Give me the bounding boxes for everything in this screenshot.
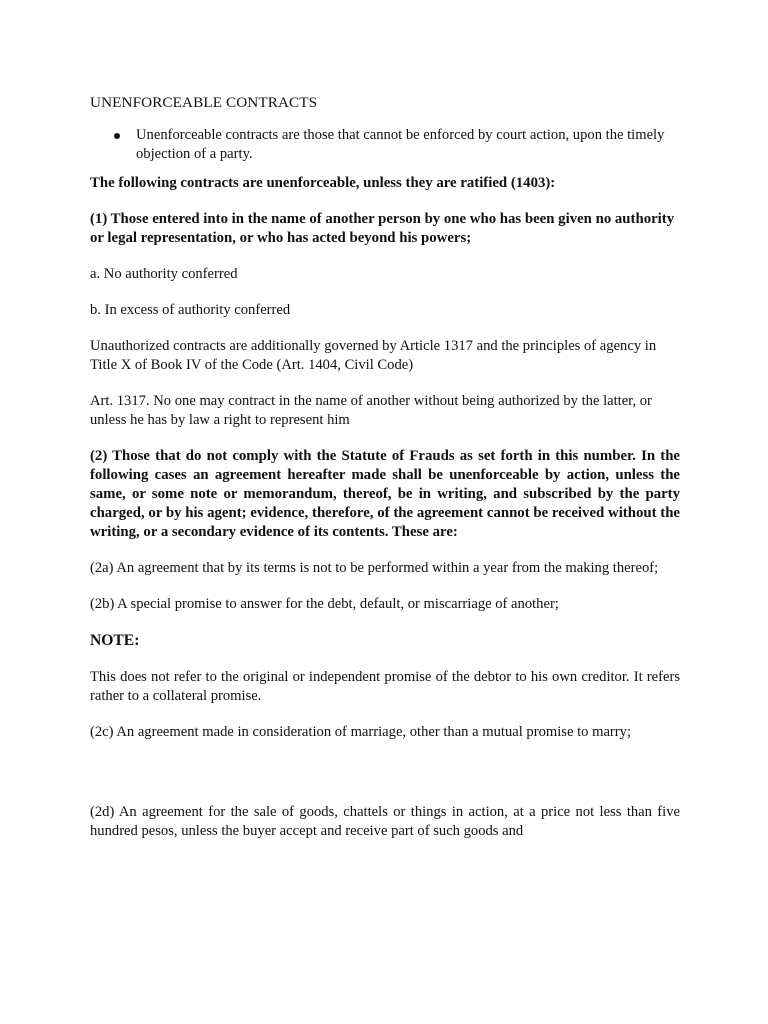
note-label: NOTE: xyxy=(90,632,140,649)
bullet-text: Unenforceable contracts are those that cannot be enforced by court action, upon the timely objection of a party. xyxy=(136,127,665,162)
bullet-dot-icon xyxy=(114,133,120,139)
art-1317-paragraph: Art. 1317. No one may contract in the name of another without being authorized by the latter, or unless he has by law a right to represent him xyxy=(90,393,652,428)
item-1: (1) Those entered into in the name of another person by one who has been given no authority or legal representation, or who has acted beyond his powers; xyxy=(90,211,675,246)
blank-space xyxy=(90,759,680,803)
item-2d: (2d) An agreement for the sale of goods, chattels or things in action, at a price not less than five hundred pesos, unless the buyer accept and receive part of such goods and xyxy=(90,804,680,839)
item-2c: (2c) An agreement made in consideration of marriage, other than a mutual promise to marry; xyxy=(90,724,631,740)
document-page xyxy=(90,92,680,858)
item-2b: (2b) A special promise to answer for the debt, default, or miscarriage of another; xyxy=(90,596,559,612)
document-title: UNENFORCEABLE CONTRACTS xyxy=(90,94,318,111)
intro-paragraph: The following contracts are unenforceable, unless they are ratified (1403): xyxy=(90,175,556,191)
bullet-item xyxy=(90,126,680,164)
unauthorized-paragraph: Unauthorized contracts are additionally governed by Article 1317 and the principles of agency in Title X of Book IV of the Code (Art. 1404, Civil Code) xyxy=(90,338,657,373)
item-2: (2) Those that do not comply with the Statute of Frauds as set forth in this number. In the following cases an agreement hereafter made shall be unenforceable by action, unless the same, or some note or memorandum, thereof, be in writing, and subscribed by the party charged, or by his agent; evidence, therefore, of the agreement cannot be received without the writing, or a secondary evidence of its contents. These are: xyxy=(90,448,680,540)
note-text: This does not refer to the original or independent promise of the debtor to his own creditor. It refers rather to a collateral promise. xyxy=(90,669,680,704)
bullet-list xyxy=(90,126,680,164)
item-2a: (2a) An agreement that by its terms is not to be performed within a year from the making thereof; xyxy=(90,560,659,576)
item-1b: b. In excess of authority conferred xyxy=(90,302,291,318)
item-1a: a. No authority conferred xyxy=(90,266,238,282)
